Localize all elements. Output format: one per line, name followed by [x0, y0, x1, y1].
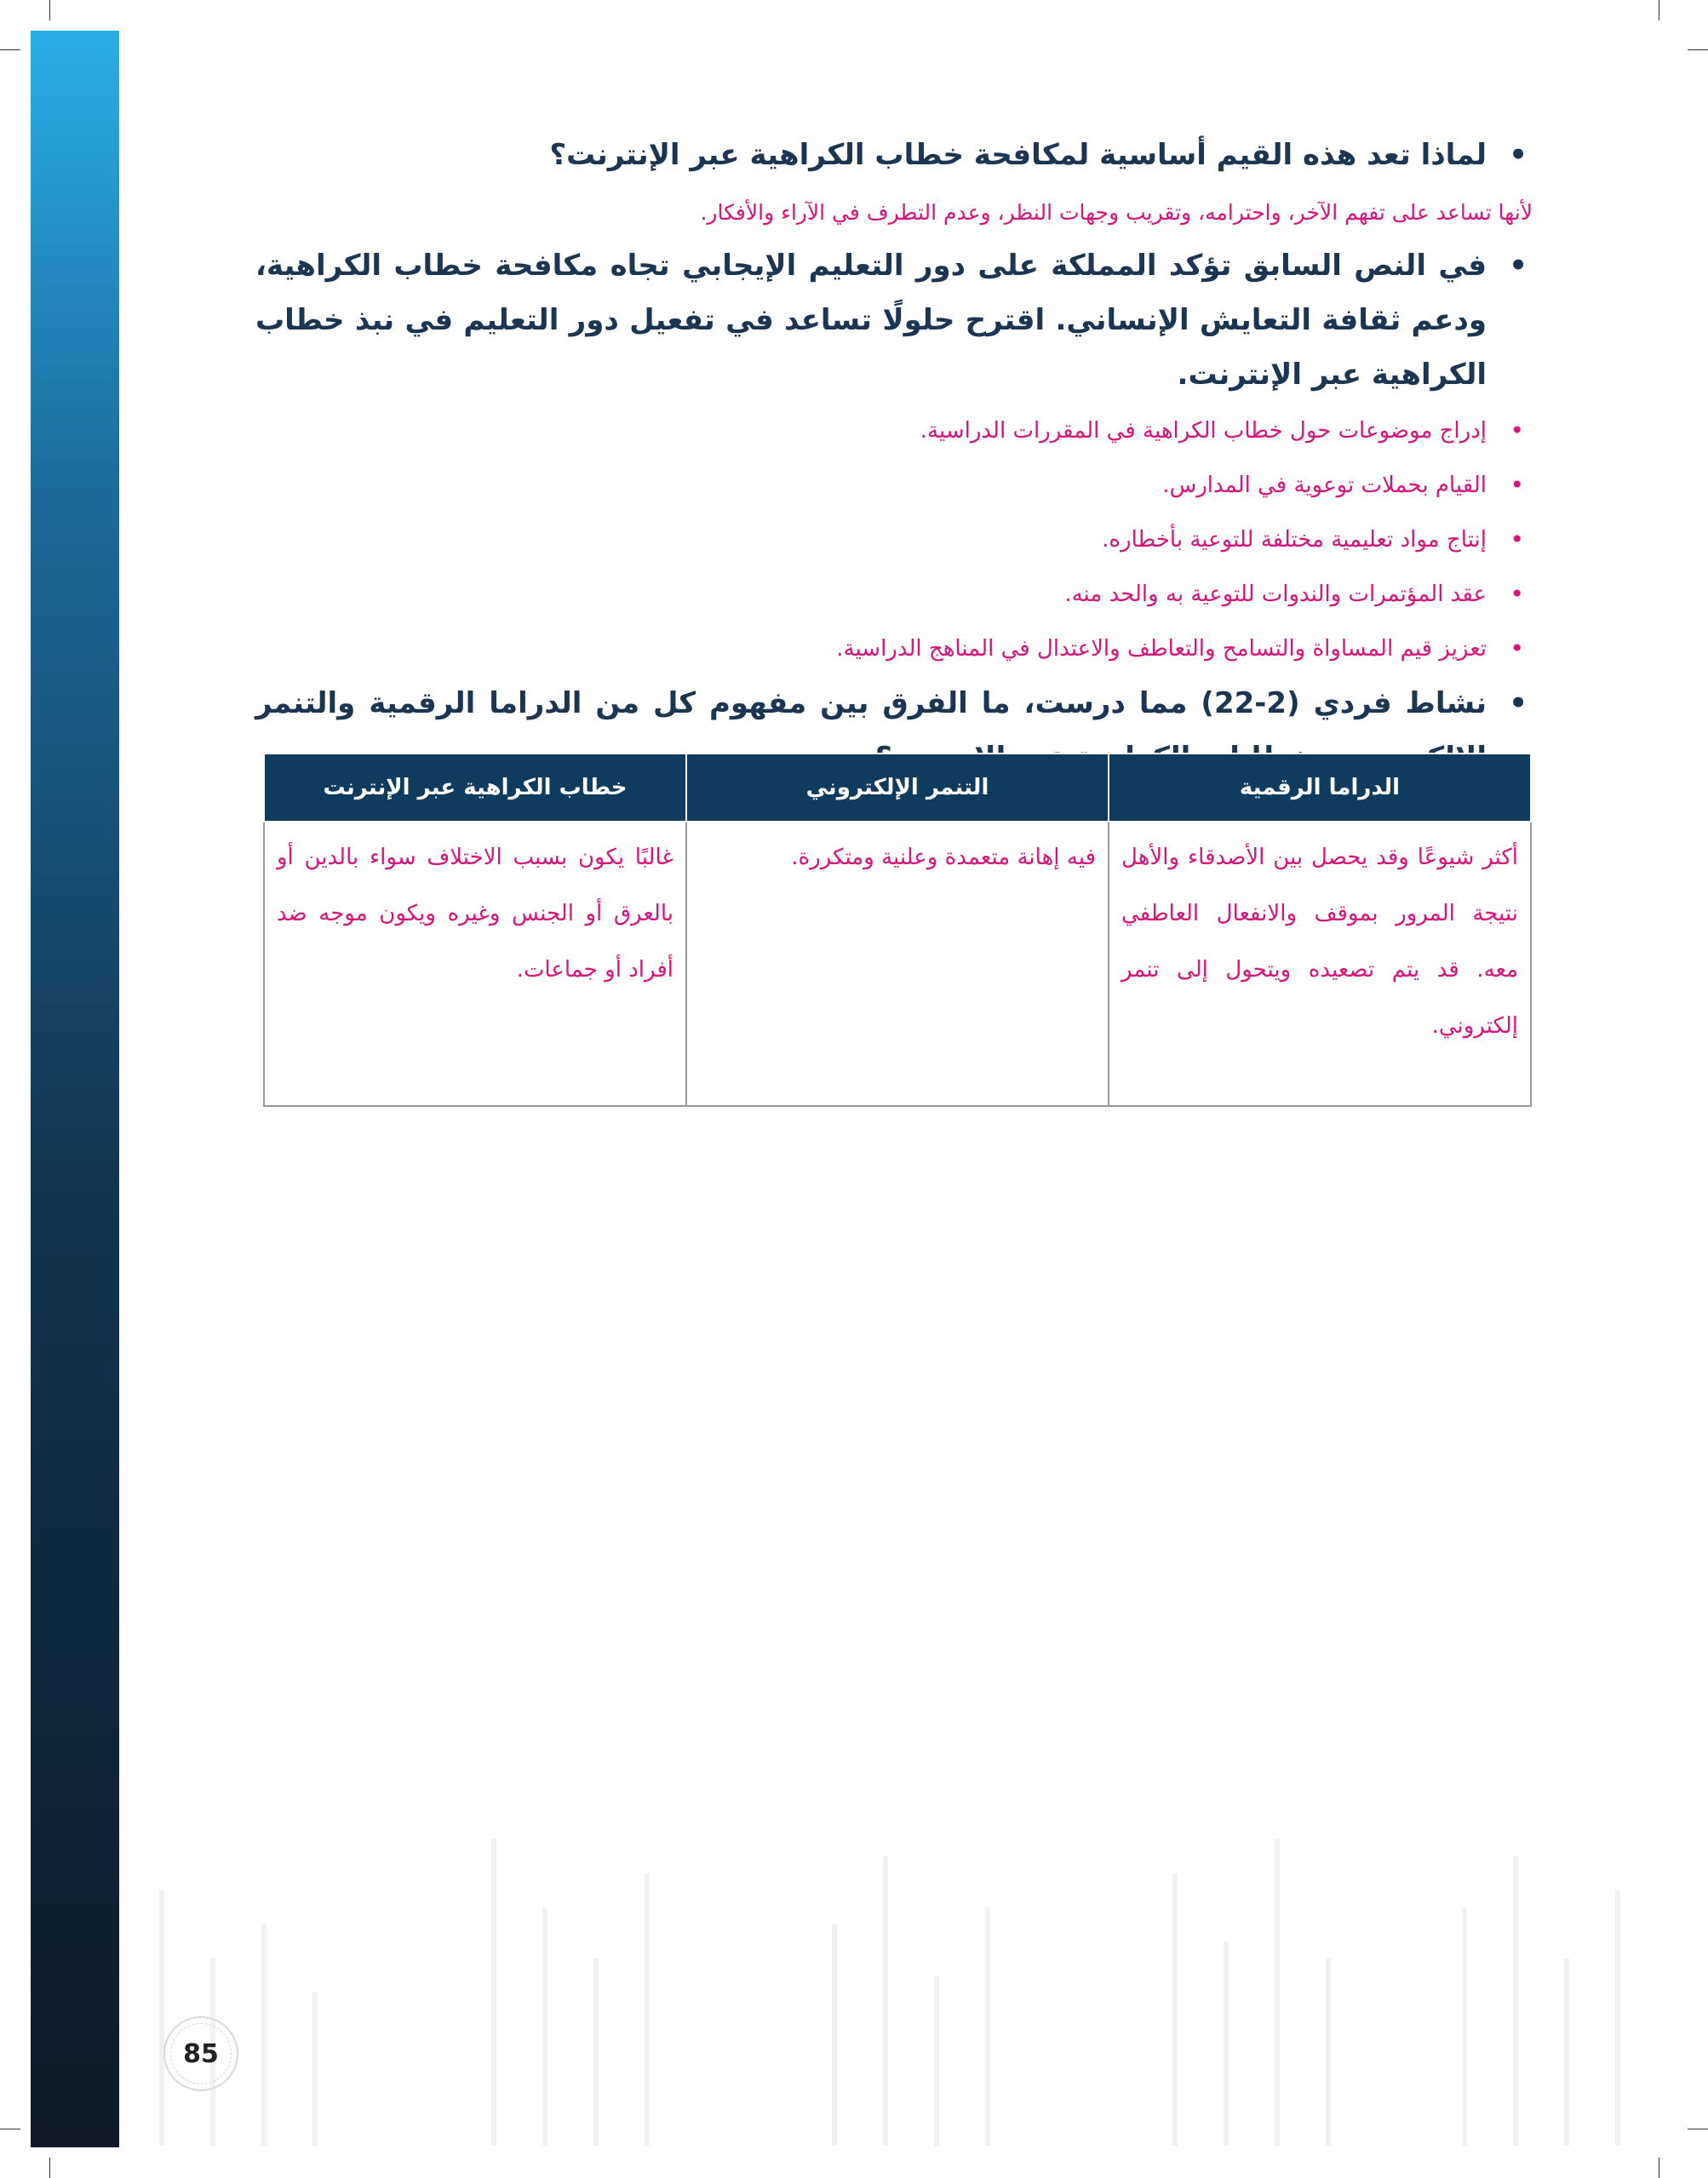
table-cell: أكثر شيوعًا وقد يحصل بين الأصدقاء والأهل نتيجة المرور بموقف والانفعال العاطفي معه. قد يتم تصعيده ويتحول إلى تنمر إلكتروني. — [1109, 822, 1531, 1106]
list-item: • عقد المؤتمرات والندوات للتوعية به والحد منه. — [255, 567, 1533, 622]
comparison-table — [263, 753, 1532, 1107]
list-item: • تعزيز قيم المساواة والتسامح والتعاطف والاعتدال في المناهج الدراسية. — [255, 622, 1533, 676]
table-header-row — [264, 754, 1531, 822]
list-item: • إدراج موضوعات حول خطاب الكراهية في المقررات الدراسية. — [255, 404, 1533, 458]
page-content — [255, 128, 1533, 785]
table-header-cell: خطاب الكراهية عبر الإنترنت — [264, 754, 686, 822]
crop-mark — [0, 49, 20, 50]
table-header-cell: الدراما الرقمية — [1109, 754, 1531, 822]
page-number-badge — [163, 2016, 238, 2091]
question-2: • في النص السابق تؤكد المملكة على دور التعليم الإيجابي تجاه مكافحة خطاب الكراهية، ودعم ثقافة التعايش الإنساني. اقترح حلولًا تساعد في تفعيل دور التعليم في نبذ خطاب الكراهية عبر الإنترنت. — [255, 238, 1533, 402]
table-cell: غالبًا يكون بسبب الاختلاف سواء بالدين أو بالعرق أو الجنس وغيره ويكون موجه ضد أفراد أو جماعات. — [264, 822, 686, 1106]
crop-mark — [49, 2158, 50, 2178]
crop-mark — [1688, 49, 1708, 50]
answer-1: لأنها تساعد على تفهم الآخر، واحترامه، وتقريب وجهات النظر، وعدم التطرف في الآراء والأفكار. — [700, 200, 1533, 225]
sidebar-gradient-bar — [31, 31, 119, 2147]
table-cell: فيه إهانة متعمدة وعلنية ومتكررة. — [686, 822, 1109, 1106]
question-3: • نشاط فردي (2-22) مما درست، ما الفرق بين مفهوم كل من الدراما الرقمية والتنمر — [255, 676, 1533, 785]
crop-mark — [49, 0, 50, 20]
table-header-cell: التنمر الإلكتروني — [686, 754, 1109, 822]
circuit-decoration — [136, 1737, 1669, 2146]
answer-2-list — [255, 404, 1533, 676]
table-row — [264, 822, 1531, 1106]
page-number: 85 — [170, 2023, 232, 2084]
list-item: • إنتاج مواد تعليمية مختلفة للتوعية بأخطاره. — [255, 513, 1533, 567]
list-item: • القيام بحملات توعوية في المدارس. — [255, 458, 1533, 513]
question-1: • لماذا تعد هذه القيم أساسية لمكافحة خطاب الكراهية عبر الإنترنت؟ — [255, 128, 1533, 182]
